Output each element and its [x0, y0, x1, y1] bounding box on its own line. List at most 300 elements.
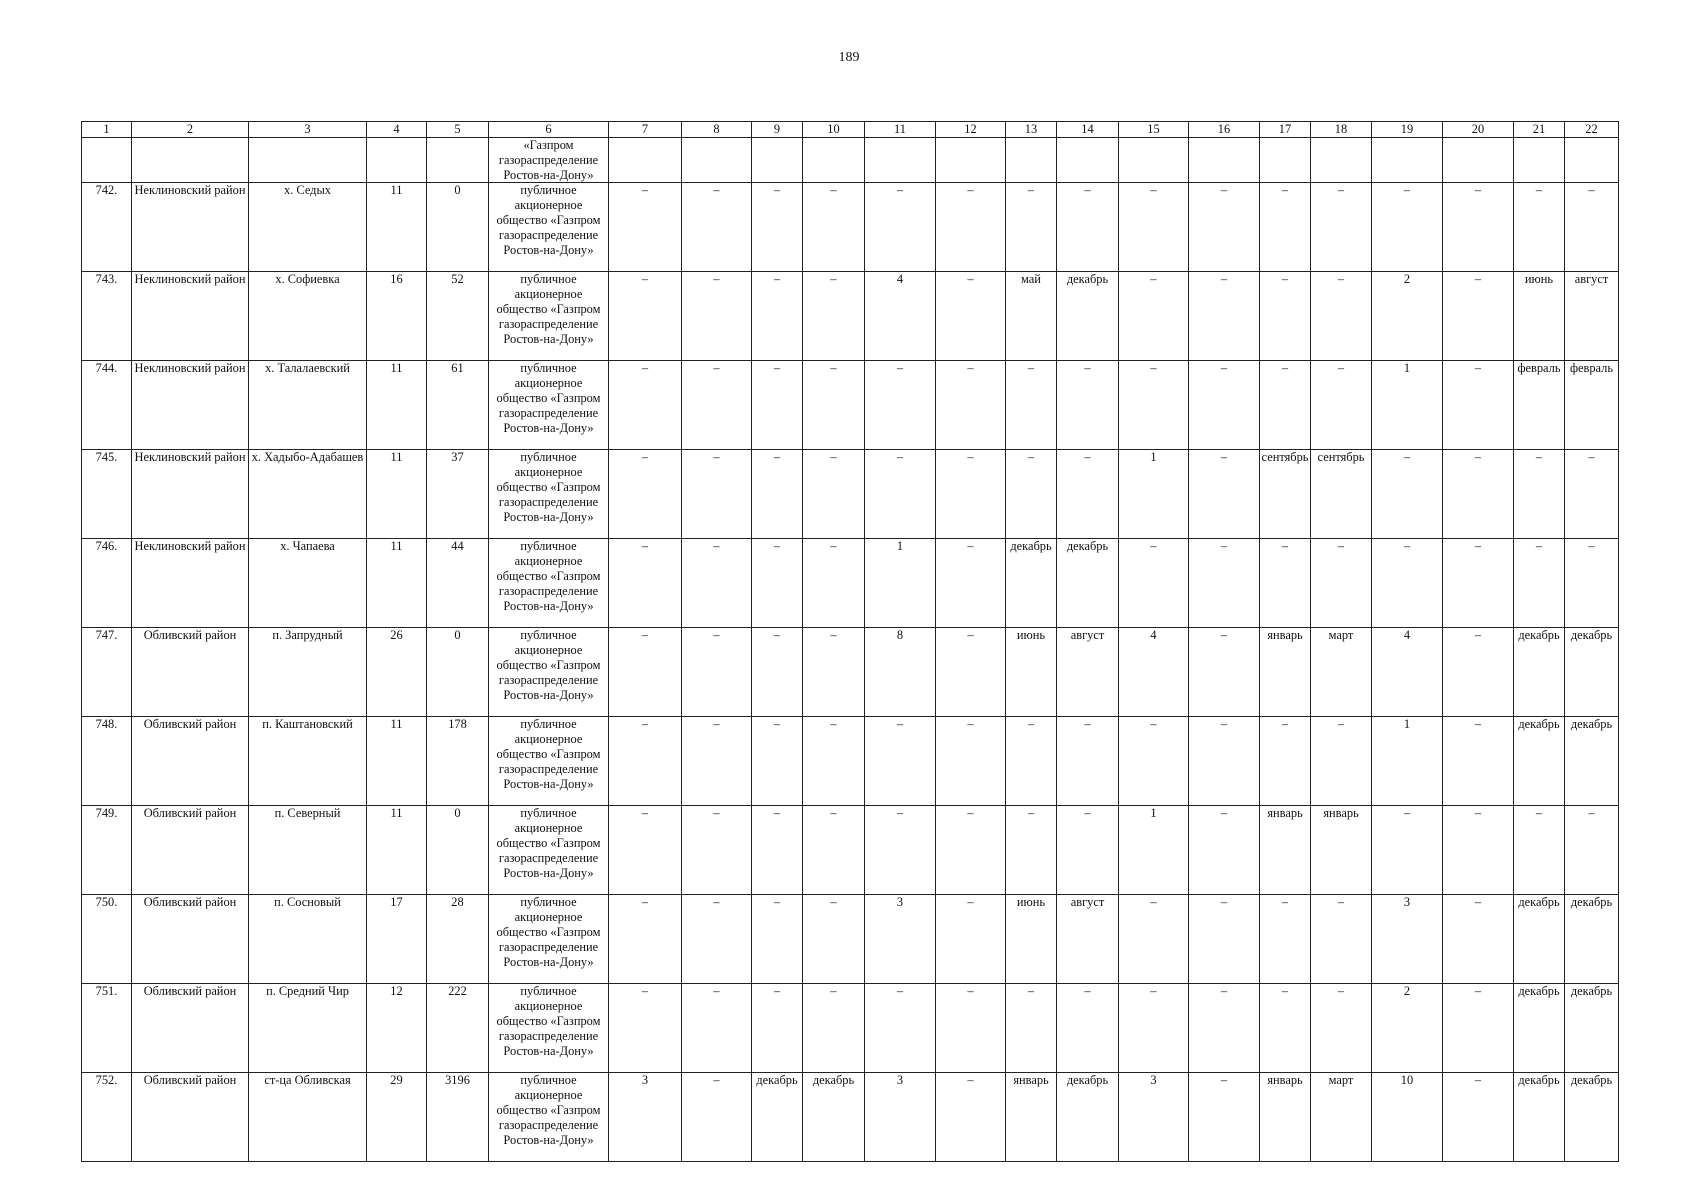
page-number: 189: [838, 50, 860, 65]
table-cell: март: [1311, 628, 1372, 717]
table-row: [82, 361, 1619, 450]
column-header-1: 1: [82, 122, 132, 138]
table-cell: –: [1189, 361, 1260, 450]
table-cell: 37: [427, 450, 489, 539]
table-cell: [427, 138, 489, 183]
table-cell: [132, 138, 249, 183]
table-cell: –: [1260, 183, 1311, 272]
table-cell: 3: [1372, 895, 1443, 984]
table-cell: 11: [367, 450, 427, 539]
table-cell: х. Талалаевский: [249, 361, 367, 450]
column-header-5: 5: [427, 122, 489, 138]
table-cell: –: [752, 984, 803, 1073]
table-cell: 3: [1119, 1073, 1189, 1162]
table-cell: 44: [427, 539, 489, 628]
table-cell: 16: [367, 272, 427, 361]
table-cell: –: [682, 895, 752, 984]
table-cell: –: [936, 1073, 1006, 1162]
table-cell: 52: [427, 272, 489, 361]
table-cell: [936, 138, 1006, 183]
column-header-16: 16: [1189, 122, 1260, 138]
table-cell: январь: [1006, 1073, 1057, 1162]
table-cell: декабрь: [1514, 717, 1565, 806]
table-cell: п. Средний Чир: [249, 984, 367, 1073]
table-cell: –: [936, 717, 1006, 806]
table-cell: 2: [1372, 984, 1443, 1073]
table-cell: –: [609, 183, 682, 272]
table-cell: –: [803, 895, 865, 984]
table-cell: х. Чапаева: [249, 539, 367, 628]
table-cell: Обливский район: [132, 628, 249, 717]
table-cell: февраль: [1514, 361, 1565, 450]
table-cell: –: [752, 717, 803, 806]
table-cell: [249, 138, 367, 183]
table-cell: февраль: [1565, 361, 1619, 450]
table-cell: декабрь: [1514, 895, 1565, 984]
table-cell: [82, 138, 132, 183]
table-cell: –: [609, 539, 682, 628]
table-cell: [1311, 138, 1372, 183]
table-cell: июнь: [1006, 628, 1057, 717]
table-cell: –: [1006, 717, 1057, 806]
table-cell: –: [1311, 717, 1372, 806]
table-cell: публичное акционерное общество «Газпром газораспределение Ростов-на-Дону»: [489, 361, 609, 450]
table-cell: –: [1189, 895, 1260, 984]
table-cell: Неклиновский район: [132, 361, 249, 450]
table-cell: декабрь: [1514, 984, 1565, 1073]
table-cell: публичное акционерное общество «Газпром газораспределение Ростов-на-Дону»: [489, 272, 609, 361]
column-header-20: 20: [1443, 122, 1514, 138]
table-cell: –: [682, 272, 752, 361]
table-cell: –: [752, 361, 803, 450]
table-cell: публичное акционерное общество «Газпром газораспределение Ростов-на-Дону»: [489, 539, 609, 628]
table-cell: п. Каштановский: [249, 717, 367, 806]
table-cell: 748.: [82, 717, 132, 806]
table-cell: –: [1189, 450, 1260, 539]
table-cell: 743.: [82, 272, 132, 361]
table-row: [82, 717, 1619, 806]
table-cell: [803, 138, 865, 183]
table-cell: январь: [1260, 628, 1311, 717]
table-cell: –: [1119, 539, 1189, 628]
table-cell: –: [936, 272, 1006, 361]
column-header-19: 19: [1372, 122, 1443, 138]
table-cell: –: [1514, 183, 1565, 272]
column-header-15: 15: [1119, 122, 1189, 138]
table-cell: –: [1311, 984, 1372, 1073]
table-cell: –: [803, 539, 865, 628]
table-cell: 8: [865, 628, 936, 717]
table-cell: 1: [865, 539, 936, 628]
table-cell: –: [1189, 806, 1260, 895]
table-cell: –: [1372, 539, 1443, 628]
table-cell: 1: [1119, 806, 1189, 895]
table-cell: 26: [367, 628, 427, 717]
table-cell: –: [1006, 361, 1057, 450]
table-cell: [1189, 138, 1260, 183]
table-row: [82, 628, 1619, 717]
table-cell: [682, 138, 752, 183]
table-cell: 61: [427, 361, 489, 450]
table-cell: –: [865, 806, 936, 895]
table-cell: –: [752, 272, 803, 361]
table-body: [82, 138, 1619, 1162]
table-cell: –: [865, 183, 936, 272]
column-header-13: 13: [1006, 122, 1057, 138]
table-cell: –: [682, 183, 752, 272]
table-cell: 750.: [82, 895, 132, 984]
table-cell: –: [682, 361, 752, 450]
table-cell: –: [682, 806, 752, 895]
column-header-14: 14: [1057, 122, 1119, 138]
table-cell: –: [1006, 183, 1057, 272]
table-cell: 11: [367, 183, 427, 272]
table-cell: –: [936, 539, 1006, 628]
table-cell: –: [609, 806, 682, 895]
table-cell: декабрь: [1565, 1073, 1619, 1162]
table-cell: 747.: [82, 628, 132, 717]
table-cell: –: [803, 361, 865, 450]
gasification-table: [81, 121, 1619, 1162]
table-cell: –: [1006, 450, 1057, 539]
table-cell: 11: [367, 717, 427, 806]
table-cell: –: [1372, 806, 1443, 895]
table-cell: 29: [367, 1073, 427, 1162]
table-cell: публичное акционерное общество «Газпром газораспределение Ростов-на-Дону»: [489, 183, 609, 272]
table-cell: х. Седых: [249, 183, 367, 272]
table-cell: –: [865, 984, 936, 1073]
table-cell: –: [936, 183, 1006, 272]
table-cell: –: [682, 450, 752, 539]
table-cell: –: [1057, 984, 1119, 1073]
table-cell: –: [803, 272, 865, 361]
column-header-17: 17: [1260, 122, 1311, 138]
table-cell: 28: [427, 895, 489, 984]
table-cell: [865, 138, 936, 183]
table-cell: 749.: [82, 806, 132, 895]
table-cell: п. Сосновый: [249, 895, 367, 984]
table-cell: Обливский район: [132, 806, 249, 895]
table-cell: Обливский район: [132, 1073, 249, 1162]
table-cell: –: [1443, 628, 1514, 717]
table-cell: ст-ца Обливская: [249, 1073, 367, 1162]
table-cell: –: [1372, 450, 1443, 539]
table-cell: январь: [1260, 1073, 1311, 1162]
column-header-22: 22: [1565, 122, 1619, 138]
column-header-18: 18: [1311, 122, 1372, 138]
table-cell: [1565, 138, 1619, 183]
table-cell: сентябрь: [1260, 450, 1311, 539]
table-cell: 745.: [82, 450, 132, 539]
table-cell: п. Северный: [249, 806, 367, 895]
table-cell: –: [865, 450, 936, 539]
table-cell: –: [803, 717, 865, 806]
table-cell: публичное акционерное общество «Газпром газораспределение Ростов-на-Дону»: [489, 628, 609, 717]
table-cell: декабрь: [1057, 1073, 1119, 1162]
table-cell: [1006, 138, 1057, 183]
table-cell: –: [752, 450, 803, 539]
table-cell: декабрь: [1514, 628, 1565, 717]
table-cell: 2: [1372, 272, 1443, 361]
column-header-11: 11: [865, 122, 936, 138]
column-header-4: 4: [367, 122, 427, 138]
table-cell: –: [1260, 361, 1311, 450]
continuation-row: [82, 138, 1619, 183]
table-cell: –: [682, 1073, 752, 1162]
table-cell: –: [865, 361, 936, 450]
table-cell: –: [936, 361, 1006, 450]
table-cell: –: [1189, 272, 1260, 361]
table-row: [82, 272, 1619, 361]
table-cell: –: [609, 984, 682, 1073]
table-cell: март: [1311, 1073, 1372, 1162]
table-cell: –: [1006, 984, 1057, 1073]
table-cell: –: [1311, 183, 1372, 272]
table-cell: декабрь: [1006, 539, 1057, 628]
table-cell: –: [1443, 984, 1514, 1073]
table-cell: –: [865, 717, 936, 806]
table-cell: 222: [427, 984, 489, 1073]
table-cell: –: [1260, 539, 1311, 628]
table-cell: 11: [367, 806, 427, 895]
table-cell: п. Запрудный: [249, 628, 367, 717]
table-cell: –: [1372, 183, 1443, 272]
table-cell: –: [803, 450, 865, 539]
table-cell: –: [609, 717, 682, 806]
table-cell: –: [1565, 539, 1619, 628]
table-cell: [1514, 138, 1565, 183]
table-cell: –: [682, 539, 752, 628]
table-cell: –: [1057, 717, 1119, 806]
table-cell: публичное акционерное общество «Газпром газораспределение Ростов-на-Дону»: [489, 895, 609, 984]
table-cell: –: [1189, 183, 1260, 272]
table-cell: х. Софиевка: [249, 272, 367, 361]
column-header-7: 7: [609, 122, 682, 138]
table-cell: –: [1565, 450, 1619, 539]
table-cell: [1372, 138, 1443, 183]
table-cell: –: [936, 628, 1006, 717]
table-cell: –: [1311, 272, 1372, 361]
table-cell: декабрь: [1057, 539, 1119, 628]
table-cell: –: [1514, 806, 1565, 895]
table-cell: публичное акционерное общество «Газпром газораспределение Ростов-на-Дону»: [489, 984, 609, 1073]
table-cell: май: [1006, 272, 1057, 361]
table-cell: –: [1514, 539, 1565, 628]
table-cell: –: [1189, 539, 1260, 628]
table-cell: –: [1119, 361, 1189, 450]
table-cell: 1: [1372, 717, 1443, 806]
column-header-3: 3: [249, 122, 367, 138]
table-cell: декабрь: [803, 1073, 865, 1162]
table-cell: –: [1189, 628, 1260, 717]
table-cell: [1057, 138, 1119, 183]
table-cell: 4: [1372, 628, 1443, 717]
table-cell: –: [1119, 717, 1189, 806]
table-cell: –: [609, 361, 682, 450]
table-cell: 11: [367, 539, 427, 628]
table-cell: август: [1057, 895, 1119, 984]
table-cell: –: [1311, 895, 1372, 984]
table-cell: –: [936, 984, 1006, 1073]
table-cell: Обливский район: [132, 717, 249, 806]
table-cell: –: [752, 895, 803, 984]
column-header-9: 9: [752, 122, 803, 138]
table-cell: –: [1443, 895, 1514, 984]
table-cell: –: [1057, 806, 1119, 895]
table-cell: –: [752, 539, 803, 628]
table-row: [82, 1073, 1619, 1162]
table-cell: 12: [367, 984, 427, 1073]
column-header-10: 10: [803, 122, 865, 138]
table-cell: –: [1443, 806, 1514, 895]
table-cell: 751.: [82, 984, 132, 1073]
table-header: [82, 122, 1619, 138]
table-cell: –: [936, 450, 1006, 539]
table-cell: публичное акционерное общество «Газпром газораспределение Ростов-на-Дону»: [489, 717, 609, 806]
table-cell: Неклиновский район: [132, 539, 249, 628]
table-cell: 4: [1119, 628, 1189, 717]
table-cell: Обливский район: [132, 984, 249, 1073]
table-cell: –: [1311, 539, 1372, 628]
table-cell: 742.: [82, 183, 132, 272]
table-cell: 3196: [427, 1073, 489, 1162]
table-cell: июнь: [1006, 895, 1057, 984]
table-cell: [1119, 138, 1189, 183]
table-cell: публичное акционерное общество «Газпром газораспределение Ростов-на-Дону»: [489, 450, 609, 539]
table-cell: –: [1311, 361, 1372, 450]
table-row: [82, 183, 1619, 272]
table-cell: –: [752, 806, 803, 895]
table-cell: декабрь: [1565, 628, 1619, 717]
table-cell: –: [609, 628, 682, 717]
table-row: [82, 984, 1619, 1073]
table-cell: 0: [427, 183, 489, 272]
table-cell: –: [1119, 272, 1189, 361]
table-cell: –: [1565, 806, 1619, 895]
table-cell: –: [1443, 361, 1514, 450]
table-cell: –: [609, 272, 682, 361]
table-cell: декабрь: [752, 1073, 803, 1162]
table-cell: –: [1057, 183, 1119, 272]
table-cell: –: [1057, 450, 1119, 539]
table-row: [82, 806, 1619, 895]
column-header-8: 8: [682, 122, 752, 138]
table-cell: –: [1119, 183, 1189, 272]
table-cell: 3: [865, 1073, 936, 1162]
table-cell: –: [609, 450, 682, 539]
table-cell: 1: [1372, 361, 1443, 450]
table-cell: [1260, 138, 1311, 183]
table-cell: –: [752, 183, 803, 272]
table-cell: –: [1189, 1073, 1260, 1162]
table-cell: август: [1057, 628, 1119, 717]
table-cell: 3: [865, 895, 936, 984]
table-cell: х. Хадыбо-Адабашев: [249, 450, 367, 539]
table-cell: –: [803, 628, 865, 717]
table-cell: [367, 138, 427, 183]
table-cell: –: [1443, 272, 1514, 361]
table-cell: Неклиновский район: [132, 183, 249, 272]
table-cell: –: [609, 895, 682, 984]
column-number-row: [82, 122, 1619, 138]
table-cell: декабрь: [1057, 272, 1119, 361]
table-cell: 1: [1119, 450, 1189, 539]
table-cell: «Газпром газораспределение Ростов-на-Дону»: [489, 138, 609, 183]
table-cell: Неклиновский район: [132, 450, 249, 539]
table-cell: июнь: [1514, 272, 1565, 361]
table-cell: –: [1565, 183, 1619, 272]
column-header-12: 12: [936, 122, 1006, 138]
table-cell: 752.: [82, 1073, 132, 1162]
table-cell: –: [803, 806, 865, 895]
table-row: [82, 539, 1619, 628]
table-cell: [1443, 138, 1514, 183]
table-cell: –: [1443, 717, 1514, 806]
table-cell: –: [682, 984, 752, 1073]
table-cell: 4: [865, 272, 936, 361]
table-cell: декабрь: [1514, 1073, 1565, 1162]
table-cell: –: [1260, 984, 1311, 1073]
table-cell: 746.: [82, 539, 132, 628]
table-cell: август: [1565, 272, 1619, 361]
table-cell: –: [1057, 361, 1119, 450]
column-header-6: 6: [489, 122, 609, 138]
table-cell: –: [803, 984, 865, 1073]
table-cell: 3: [609, 1073, 682, 1162]
table-cell: январь: [1260, 806, 1311, 895]
table-cell: декабрь: [1565, 984, 1619, 1073]
table-cell: 0: [427, 806, 489, 895]
table-cell: –: [803, 183, 865, 272]
table-cell: –: [1443, 1073, 1514, 1162]
table-cell: декабрь: [1565, 717, 1619, 806]
table-cell: 744.: [82, 361, 132, 450]
table-cell: –: [1006, 806, 1057, 895]
table-cell: –: [1189, 984, 1260, 1073]
table-cell: январь: [1311, 806, 1372, 895]
table-cell: 17: [367, 895, 427, 984]
table-cell: –: [1119, 895, 1189, 984]
table-cell: –: [1260, 272, 1311, 361]
table-cell: сентябрь: [1311, 450, 1372, 539]
table-cell: 178: [427, 717, 489, 806]
table-cell: –: [1260, 717, 1311, 806]
table-cell: –: [1514, 450, 1565, 539]
table-cell: –: [1443, 539, 1514, 628]
table-cell: 10: [1372, 1073, 1443, 1162]
table-cell: декабрь: [1565, 895, 1619, 984]
table-cell: –: [936, 806, 1006, 895]
table-cell: 0: [427, 628, 489, 717]
table-cell: –: [1443, 450, 1514, 539]
table-cell: Обливский район: [132, 895, 249, 984]
table-cell: публичное акционерное общество «Газпром газораспределение Ростов-на-Дону»: [489, 1073, 609, 1162]
table-cell: [752, 138, 803, 183]
table-cell: –: [1189, 717, 1260, 806]
table-cell: –: [682, 717, 752, 806]
table-row: [82, 450, 1619, 539]
table-row: [82, 895, 1619, 984]
column-header-21: 21: [1514, 122, 1565, 138]
table-cell: –: [752, 628, 803, 717]
table-cell: публичное акционерное общество «Газпром газораспределение Ростов-на-Дону»: [489, 806, 609, 895]
table-cell: –: [1443, 183, 1514, 272]
column-header-2: 2: [132, 122, 249, 138]
table-cell: [609, 138, 682, 183]
table-cell: –: [682, 628, 752, 717]
table-cell: –: [1119, 984, 1189, 1073]
table-cell: 11: [367, 361, 427, 450]
